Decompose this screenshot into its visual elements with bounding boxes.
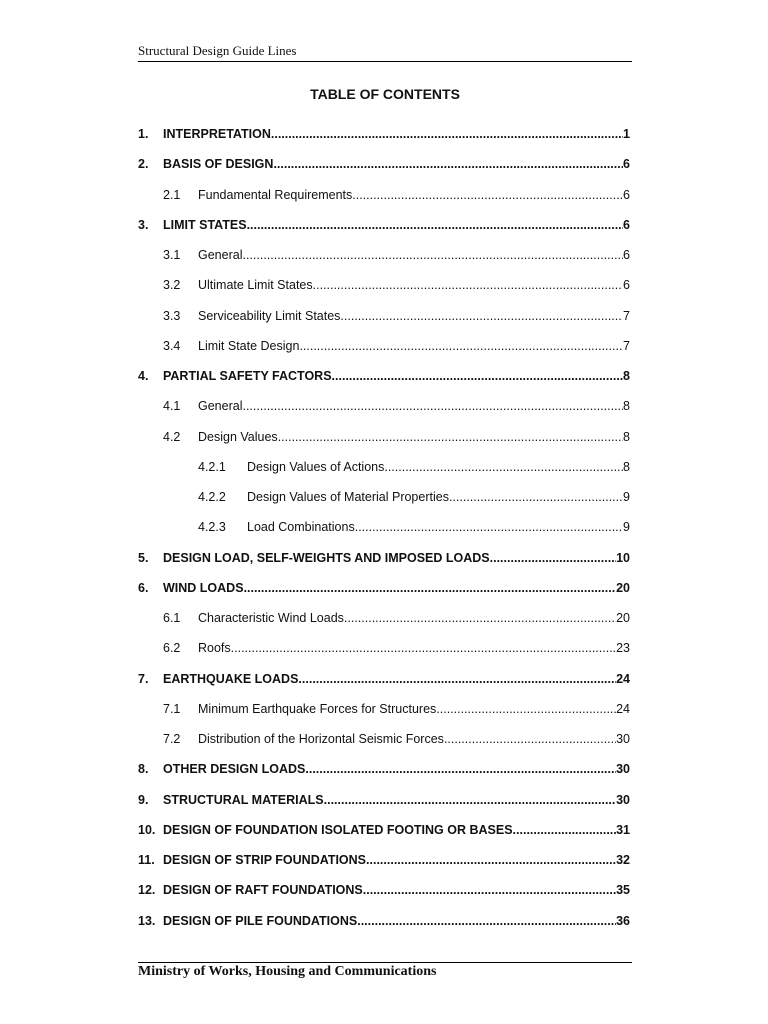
- toc-entry-number: 6.1: [163, 611, 181, 625]
- toc-entry[interactable]: [163, 277, 630, 293]
- toc-entry[interactable]: [138, 671, 630, 687]
- toc-dot-leader: [273, 156, 623, 172]
- toc-dot-leader: [299, 338, 623, 354]
- toc-dot-leader: [363, 882, 616, 898]
- toc-entry-number: 3.1: [163, 248, 181, 262]
- toc-entry-number: 8.: [138, 762, 149, 777]
- toc-entry-number: 9.: [138, 792, 149, 807]
- toc-entry-title: Limit State Design: [198, 338, 300, 353]
- toc-dot-leader: [340, 308, 623, 324]
- toc-entry-title: DESIGN OF PILE FOUNDATIONS: [163, 913, 358, 928]
- toc-entry-page: 6: [623, 278, 630, 293]
- toc-entry[interactable]: [138, 882, 630, 898]
- toc-entry-title: DESIGN OF FOUNDATION ISOLATED FOOTING OR BASES: [163, 822, 513, 837]
- toc-entry-title: Fundamental Requirements: [198, 187, 353, 202]
- toc-dot-leader: [513, 822, 617, 838]
- toc-entry-number: 4.1: [163, 399, 181, 414]
- toc-entry-number: 3.2: [163, 278, 181, 293]
- toc-dot-leader: [244, 580, 617, 596]
- toc-entry-title: INTERPRETATION: [163, 127, 271, 141]
- toc-dot-leader: [384, 459, 623, 475]
- toc-entry-title: WIND LOADS: [163, 580, 244, 595]
- toc-entry-page: 10: [616, 550, 630, 565]
- toc-entry[interactable]: [163, 308, 630, 324]
- toc-entry-page: 30: [616, 792, 630, 807]
- toc-entry-number: 4.2.1: [198, 459, 226, 474]
- toc-dot-leader: [344, 610, 616, 626]
- toc-entry-page: 20: [616, 580, 630, 595]
- toc-dot-leader: [242, 398, 623, 414]
- toc-entry-title: Design Values of Material Properties: [247, 490, 449, 504]
- toc-entry-number: 5.: [138, 550, 149, 565]
- toc-dot-leader: [247, 217, 623, 233]
- toc-dot-leader: [355, 519, 623, 535]
- toc-entry[interactable]: [163, 640, 630, 656]
- toc-entry-title: STRUCTURAL MATERIALS: [163, 792, 324, 807]
- toc-entry-title: OTHER DESIGN LOADS: [163, 762, 306, 777]
- toc-entry-number: 4.: [138, 369, 149, 383]
- toc-entry-title: Design Values: [198, 429, 278, 444]
- toc-entry-page: 8: [623, 369, 630, 383]
- toc-entry[interactable]: [163, 610, 630, 626]
- toc-entry-page: 8: [623, 459, 630, 474]
- toc-entry[interactable]: [163, 187, 630, 203]
- toc-entry-number: 4.2.3: [198, 520, 226, 535]
- toc-dot-leader: [298, 671, 616, 687]
- toc-entry[interactable]: [198, 459, 630, 475]
- toc-entry[interactable]: [163, 429, 630, 445]
- toc-entry[interactable]: [138, 550, 630, 566]
- toc-entry-page: 24: [616, 701, 630, 716]
- toc-dot-leader: [305, 761, 616, 777]
- toc-dot-leader: [271, 126, 623, 142]
- toc-entry-page: 32: [616, 853, 630, 867]
- header-title: Structural Design Guide Lines: [138, 43, 297, 58]
- toc-dot-leader: [278, 429, 623, 445]
- toc-entry[interactable]: [138, 368, 630, 384]
- toc-dot-leader: [357, 913, 616, 929]
- toc-entry[interactable]: [163, 338, 630, 354]
- toc-entry[interactable]: [163, 398, 630, 414]
- toc-entry-page: 20: [616, 611, 630, 625]
- toc-entry-number: 7.: [138, 671, 149, 686]
- toc-entry[interactable]: [198, 489, 630, 505]
- toc-entry-page: 31: [616, 822, 630, 837]
- toc-entry-number: 2.: [138, 157, 149, 172]
- toc-entry-title: DESIGN OF STRIP FOUNDATIONS: [163, 853, 367, 867]
- toc-entry[interactable]: [138, 156, 630, 172]
- toc-entry-number: 10.: [138, 822, 156, 837]
- toc-entry-page: 23: [616, 641, 630, 656]
- toc-entry-page: 6: [623, 157, 630, 172]
- page-title: TABLE OF CONTENTS: [310, 86, 460, 102]
- toc-entry-number: 1.: [138, 127, 149, 141]
- toc-dot-leader: [313, 277, 623, 293]
- toc-entry-page: 7: [623, 308, 630, 323]
- page-footer: [138, 962, 632, 979]
- page-header: [138, 44, 632, 62]
- toc-entry-page: 1: [623, 127, 630, 141]
- toc-entry-page: 24: [616, 671, 630, 686]
- toc-entry-title: DESIGN OF RAFT FOUNDATIONS: [163, 883, 363, 898]
- toc-entry-title: DESIGN LOAD, SELF-WEIGHTS AND IMPOSED LOADS: [163, 550, 490, 565]
- toc-entry-page: 6: [623, 248, 630, 262]
- toc-entry-title: BASIS OF DESIGN: [163, 157, 274, 172]
- toc-entry[interactable]: [138, 126, 630, 142]
- toc-entry-number: 6.2: [163, 641, 181, 656]
- toc-entry[interactable]: [138, 913, 630, 929]
- toc-entry-page: 8: [623, 399, 630, 414]
- toc-entry[interactable]: [163, 701, 630, 717]
- toc-entry-number: 3.3: [163, 308, 181, 323]
- toc-entry-title: Serviceability Limit States: [198, 308, 341, 323]
- toc-entry[interactable]: [138, 217, 630, 233]
- toc-entry-title: Roofs: [198, 641, 231, 656]
- toc-entry-number: 2.1: [163, 187, 181, 202]
- toc-entry-title: Load Combinations: [247, 520, 355, 535]
- toc-entry[interactable]: [138, 761, 630, 777]
- toc-dot-leader: [490, 550, 616, 566]
- toc-entry-number: 7.2: [163, 732, 181, 746]
- toc-entry-title: General: [198, 399, 243, 414]
- toc-entry[interactable]: [138, 822, 630, 838]
- toc-entry-page: 8: [623, 429, 630, 444]
- toc-entry-title: EARTHQUAKE LOADS: [163, 671, 299, 686]
- toc-entry[interactable]: [198, 519, 630, 535]
- toc-entry-page: 30: [616, 762, 630, 777]
- toc-dot-leader: [242, 247, 623, 263]
- toc-dot-leader: [366, 852, 616, 868]
- toc-entry-number: 7.1: [163, 701, 181, 716]
- toc-entry-number: 11.: [138, 853, 155, 867]
- footer-text: Ministry of Works, Housing and Communications: [138, 964, 437, 979]
- toc-dot-leader: [324, 792, 616, 808]
- toc-entry-title: Characteristic Wind Loads: [198, 611, 344, 625]
- toc-entry-page: 7: [623, 338, 630, 353]
- toc-entry-page: 35: [616, 883, 630, 898]
- toc-entry[interactable]: [138, 580, 630, 596]
- toc-entry-number: 3.4: [163, 338, 181, 353]
- toc-entry-title: General: [198, 248, 243, 262]
- toc-entry-title: Distribution of the Horizontal Seismic Forces: [198, 732, 444, 746]
- toc-dot-leader: [444, 731, 616, 747]
- toc-entry-page: 6: [623, 217, 630, 232]
- toc-entry-number: 4.2: [163, 429, 181, 444]
- toc-entry[interactable]: [163, 247, 630, 263]
- toc-entry[interactable]: [163, 731, 630, 747]
- toc-entry[interactable]: [138, 792, 630, 808]
- toc-dot-leader: [352, 187, 623, 203]
- toc-dot-leader: [436, 701, 616, 717]
- toc-entry-title: Minimum Earthquake Forces for Structures: [198, 701, 437, 716]
- toc-entry-number: 3.: [138, 217, 149, 232]
- toc-dot-leader: [332, 368, 624, 384]
- toc-entry-number: 4.2.2: [198, 490, 226, 504]
- toc-entry-title: Ultimate Limit States: [198, 278, 313, 293]
- toc-dot-leader: [231, 640, 616, 656]
- toc-entry-page: 36: [616, 913, 630, 928]
- toc-entry[interactable]: [138, 852, 630, 868]
- toc-entry-page: 6: [623, 187, 630, 202]
- toc-entry-page: 9: [623, 520, 630, 535]
- toc-entry-page: 9: [623, 490, 630, 504]
- toc-entry-title: PARTIAL SAFETY FACTORS: [163, 369, 332, 383]
- toc-entry-title: LIMIT STATES: [163, 217, 247, 232]
- toc-entry-number: 6.: [138, 580, 149, 595]
- toc-entry-title: Design Values of Actions: [247, 459, 385, 474]
- toc-dot-leader: [449, 489, 623, 505]
- toc-entry-number: 13.: [138, 913, 156, 928]
- toc-entry-page: 30: [616, 732, 630, 746]
- toc-entry-number: 12.: [138, 883, 156, 898]
